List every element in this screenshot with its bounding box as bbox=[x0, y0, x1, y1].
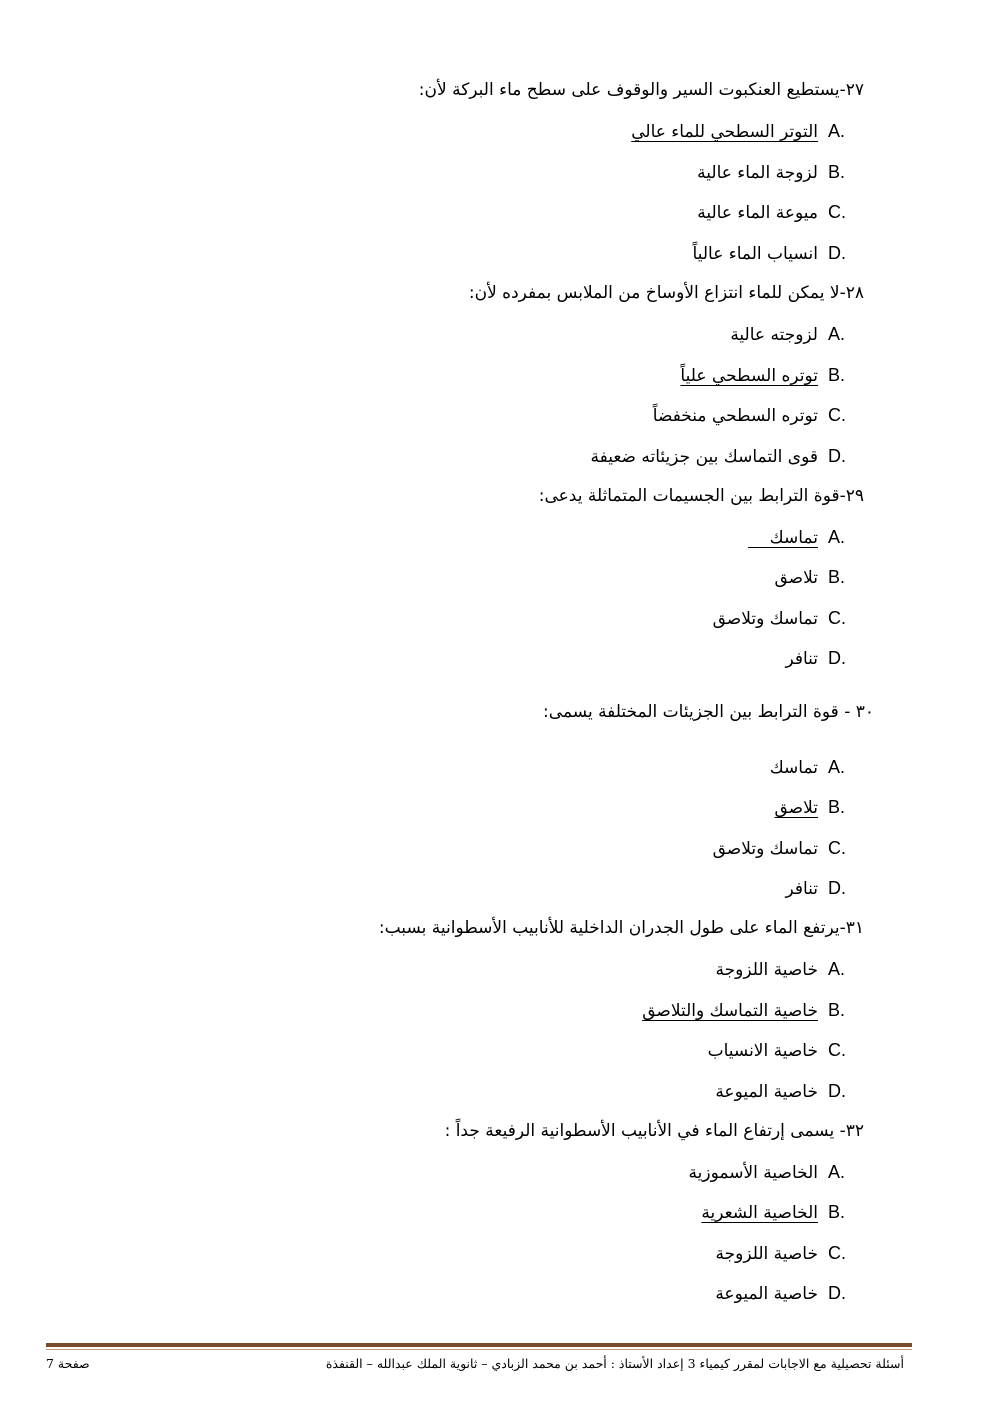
option-text: خاصية الانسياب bbox=[707, 1041, 818, 1061]
option-text: تماسك bbox=[769, 758, 818, 778]
option-text: تنافر bbox=[785, 879, 818, 899]
option-letter: D. bbox=[828, 446, 846, 466]
option-text-correct: تماسك bbox=[748, 528, 818, 548]
option-text-correct: خاصية التماسك والتلاصق bbox=[642, 1001, 818, 1021]
option-text: خاصية الميوعة bbox=[715, 1082, 818, 1102]
option-letter: C. bbox=[828, 405, 846, 425]
question-29-option-c bbox=[464, 606, 864, 631]
option-letter: C. bbox=[828, 1040, 846, 1060]
option-text: تلاصق bbox=[774, 568, 818, 588]
option-letter: B. bbox=[828, 567, 846, 587]
question-29-option-a bbox=[464, 525, 864, 550]
option-letter: D. bbox=[828, 648, 846, 668]
question-28-option-b bbox=[464, 363, 864, 388]
option-text: توتره السطحي منخفضاً bbox=[652, 406, 818, 426]
question-27-option-b bbox=[464, 160, 864, 185]
question-27-stem: ٢٧-يستطيع العنكبوت السير والوقوف على سطح ماء البركة لأن: bbox=[418, 80, 864, 100]
option-letter: B. bbox=[828, 797, 846, 817]
question-30-option-d bbox=[464, 876, 864, 901]
option-letter: D. bbox=[828, 1081, 846, 1101]
option-letter: C. bbox=[828, 1243, 846, 1263]
question-30-option-b bbox=[464, 795, 864, 820]
option-text: ميوعة الماء عالية bbox=[697, 203, 818, 223]
option-text: الخاصية الأسموزية bbox=[688, 1163, 818, 1183]
question-28-stem: ٢٨-لا يمكن للماء انتزاع الأوساخ من الملابس بمفرده لأن: bbox=[468, 283, 864, 303]
question-30-option-c bbox=[464, 836, 864, 861]
option-letter: A. bbox=[828, 324, 846, 344]
option-letter: B. bbox=[828, 162, 846, 182]
option-letter: C. bbox=[828, 838, 846, 858]
option-text: خاصية اللزوجة bbox=[715, 960, 818, 980]
option-letter: A. bbox=[828, 757, 846, 777]
question-32-option-a bbox=[464, 1160, 864, 1185]
option-text-correct: الخاصية الشعرية bbox=[701, 1203, 818, 1223]
question-31-option-a bbox=[464, 957, 864, 982]
option-letter: D. bbox=[828, 878, 846, 898]
question-29-option-b bbox=[464, 565, 864, 590]
footer-divider bbox=[46, 1343, 912, 1347]
option-text-correct: تلاصق bbox=[774, 798, 818, 818]
question-31-option-d bbox=[464, 1079, 864, 1104]
option-text: خاصية الميوعة bbox=[715, 1284, 818, 1304]
page-number: صفحة 7 bbox=[46, 1356, 90, 1371]
option-letter: D. bbox=[828, 1283, 846, 1303]
question-32-stem: ٣٢- يسمى إرتفاع الماء في الأنابيب الأسطوانية الرفيعة جداً : bbox=[444, 1121, 864, 1141]
option-letter: A. bbox=[828, 1162, 846, 1182]
question-30-option-a bbox=[464, 755, 864, 780]
question-32-option-d bbox=[464, 1281, 864, 1306]
option-text: خاصية اللزوجة bbox=[715, 1244, 818, 1264]
option-text: تماسك وتلاصق bbox=[712, 609, 818, 629]
option-letter: A. bbox=[828, 959, 846, 979]
footer-divider-thin bbox=[46, 1349, 912, 1350]
question-27-option-a bbox=[464, 119, 864, 144]
question-29-stem: ٢٩-قوة الترابط بين الجسيمات المتماثلة يدعى: bbox=[538, 486, 864, 506]
question-28-option-d bbox=[464, 444, 864, 469]
question-32-option-b bbox=[464, 1200, 864, 1225]
option-letter: C. bbox=[828, 202, 846, 222]
question-27-option-c bbox=[464, 200, 864, 225]
question-28-option-c bbox=[464, 403, 864, 428]
question-31-option-c bbox=[464, 1038, 864, 1063]
question-31-option-b bbox=[464, 998, 864, 1023]
option-letter: B. bbox=[828, 365, 846, 385]
option-letter: C. bbox=[828, 608, 846, 628]
option-text-correct: التوتر السطحي للماء عالي bbox=[631, 122, 818, 142]
footer-credits: أسئلة تحصيلية مع الاجابات لمقرر كيمياء 3 إعداد الأستاذ : أحمد بن محمد الزبادي – ثانوية الملك عبدالله – القنفذة bbox=[325, 1356, 904, 1371]
option-text: تنافر bbox=[785, 649, 818, 669]
option-text: لزوجة الماء عالية bbox=[697, 163, 818, 183]
question-27-option-d bbox=[464, 241, 864, 266]
option-letter: A. bbox=[828, 527, 846, 547]
option-letter: B. bbox=[828, 1000, 846, 1020]
option-text-correct: توتره السطحي علياً bbox=[680, 366, 818, 386]
question-30-stem: ٣٠ - قوة الترابط بين الجزيئات المختلفة يسمى: bbox=[543, 702, 874, 722]
option-letter: A. bbox=[828, 121, 846, 141]
option-text: تماسك وتلاصق bbox=[712, 839, 818, 859]
option-text: انسياب الماء عالياً bbox=[692, 244, 818, 264]
option-text: لزوجته عالية bbox=[730, 325, 818, 345]
option-letter: D. bbox=[828, 243, 846, 263]
question-31-stem: ٣١-يرتفع الماء على طول الجدران الداخلية للأنابيب الأسطوانية بسبب: bbox=[378, 918, 864, 938]
question-32-option-c bbox=[464, 1241, 864, 1266]
question-28-option-a bbox=[464, 322, 864, 347]
question-29-option-d bbox=[464, 646, 864, 671]
option-letter: B. bbox=[828, 1202, 846, 1222]
option-text: قوى التماسك بين جزيئاته ضعيفة bbox=[590, 447, 818, 467]
